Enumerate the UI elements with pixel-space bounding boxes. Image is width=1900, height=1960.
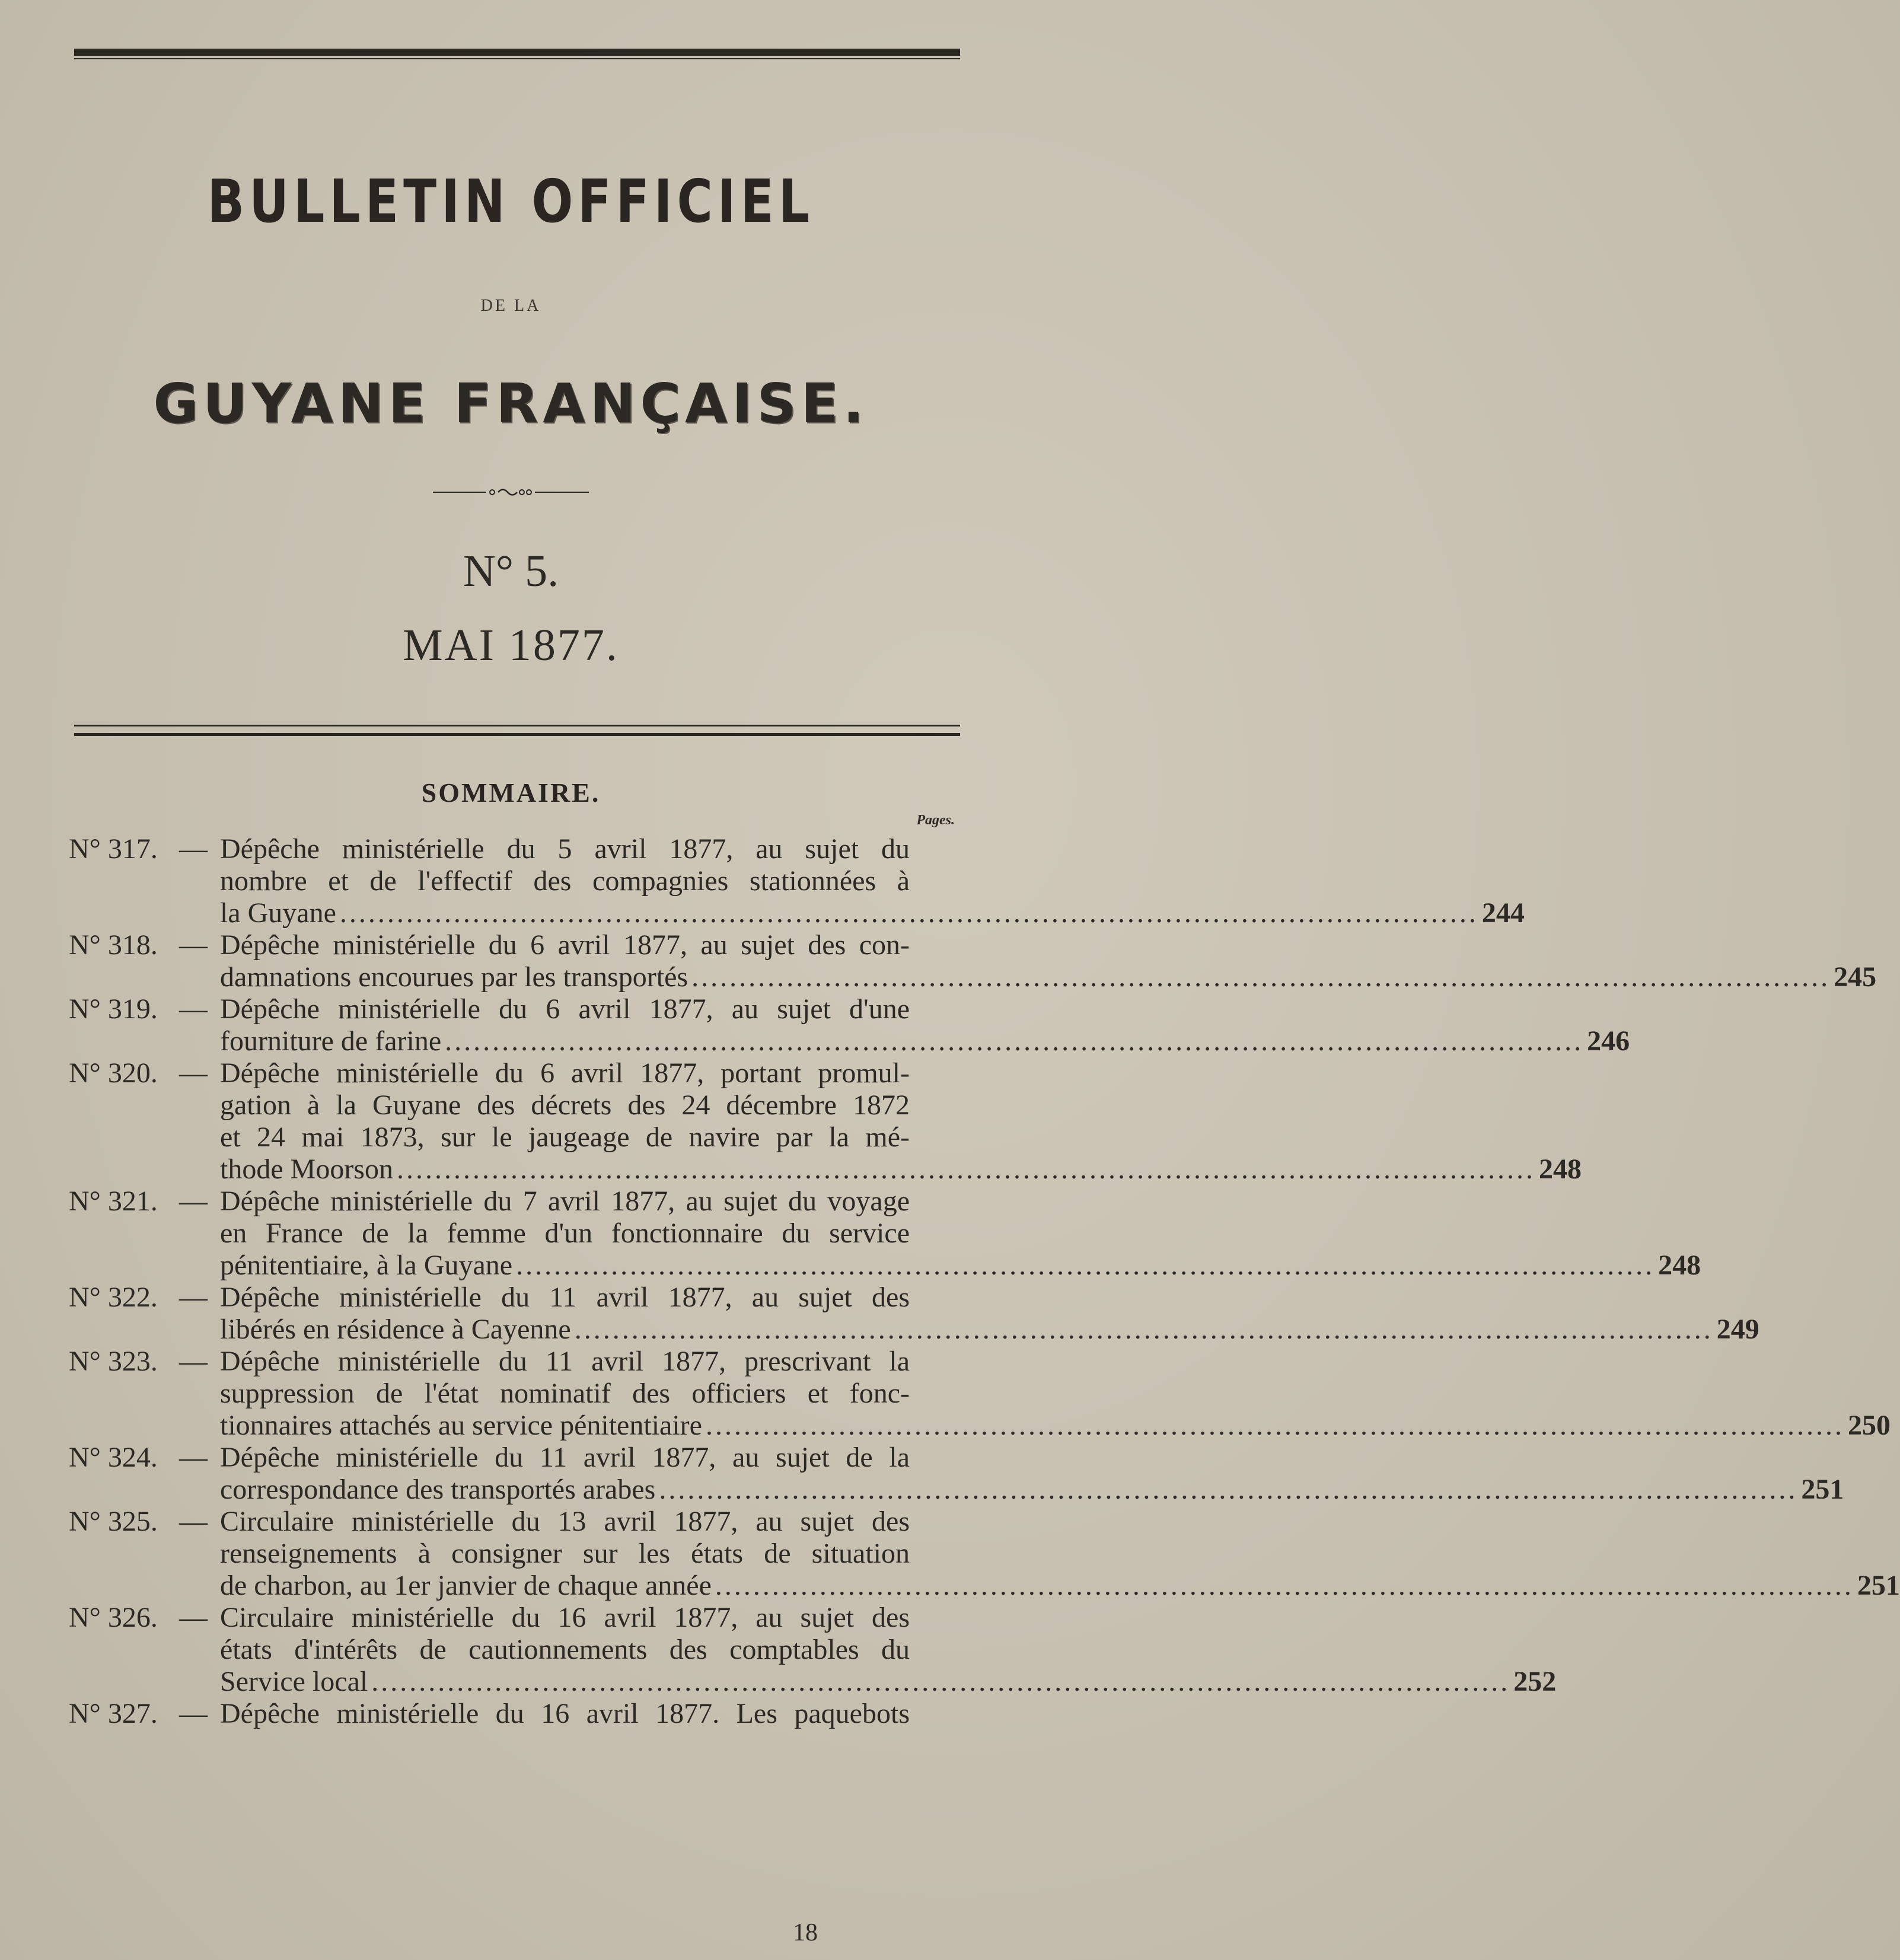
list-item [0, 1698, 1022, 1730]
entry-line: Dépêche ministérielle du 11 avril 1877, au sujet de la [220, 1442, 910, 1473]
bulletin-title: BULLETIN OFFICIEL [207, 167, 815, 236]
entry-line: nombre et de l'effectif des compagnies stationnées à [220, 865, 910, 897]
entry-text [220, 1282, 1759, 1346]
entry-last-text: libérés en résidence à Cayenne [220, 1314, 571, 1345]
page-number: 248 [1658, 1250, 1701, 1281]
territory-title: GUYANE FRANÇAISE. [153, 372, 869, 435]
leader-dots: ........................................................................................................................ [691, 961, 1831, 993]
entry-line: Dépêche ministérielle du 7 avril 1877, au sujet du voyage [220, 1185, 910, 1217]
page-number: 251 [1857, 1570, 1900, 1601]
entry-text [220, 833, 1525, 929]
list-item [0, 1602, 1557, 1698]
list-item [0, 1506, 1900, 1602]
mid-rule-thin [74, 725, 960, 726]
entry-last-text: pénitentiaire, à la Guyane [220, 1250, 513, 1281]
entry-line: Circulaire ministérielle du 13 avril 1877, au sujet des [220, 1506, 910, 1537]
entry-dash: — [179, 993, 208, 1025]
sommaire-list [0, 833, 1900, 1730]
entry-line: gation à la Guyane des décrets des 24 décembre 1872 [220, 1089, 910, 1121]
top-rule-thick [74, 49, 960, 56]
entry-number: N° 325. [69, 1506, 158, 1537]
list-item [0, 993, 1630, 1057]
entry-line: renseignements à consigner sur les états de situation [220, 1538, 910, 1569]
entry-last-line [220, 1153, 1582, 1185]
entry-number: N° 318. [69, 929, 158, 961]
entry-line: Dépêche ministérielle du 11 avril 1877, au sujet des [220, 1282, 910, 1313]
leader-dots: ........................................................................................................................ [396, 1153, 1535, 1185]
entry-dash: — [179, 1506, 208, 1537]
entry-line: suppression de l'état nominatif des officiers et fonc- [220, 1378, 910, 1409]
entry-line: Dépêche ministérielle du 11 avril 1877, prescrivant la [220, 1346, 910, 1377]
page-number: 251 [1801, 1474, 1844, 1505]
page-number: 245 [1834, 961, 1877, 993]
leader-dots: ........................................................................................................................ [659, 1474, 1798, 1505]
entry-last-line [220, 897, 1525, 929]
page-number: 249 [1716, 1314, 1759, 1345]
entry-line: et 24 mai 1873, sur le jaugeage de navire par la mé- [220, 1121, 910, 1153]
leader-dots: ........................................................................................................................ [371, 1666, 1510, 1697]
entry-text [220, 1346, 1891, 1442]
sommaire-heading: SOMMAIRE. [421, 777, 601, 808]
entry-dash: — [179, 1282, 208, 1313]
entry-line: Dépêche ministérielle du 5 avril 1877, au sujet du [220, 833, 910, 865]
entry-last-line [220, 1314, 1759, 1346]
entry-number: N° 317. [69, 833, 158, 865]
leader-dots: ........................................................................................................................ [574, 1314, 1713, 1345]
entry-dash: — [179, 1185, 208, 1217]
entry-text [220, 929, 1877, 993]
entry-dash: — [179, 833, 208, 865]
list-item [0, 833, 1525, 929]
entry-last-line [220, 1250, 1701, 1282]
entry-number: N° 326. [69, 1602, 158, 1633]
entry-last-text: tionnaires attachés au service pénitentiaire [220, 1410, 702, 1441]
leader-dots: ........................................................................................................................ [715, 1570, 1854, 1601]
list-item [0, 929, 1877, 993]
entry-number: N° 319. [69, 993, 158, 1025]
issue-date: MAI 1877. [403, 620, 619, 670]
leader-dots: ........................................................................................................................ [339, 897, 1478, 929]
entry-number: N° 321. [69, 1185, 158, 1217]
entry-text [220, 1442, 1844, 1506]
list-item [0, 1282, 1759, 1346]
entry-last-line [220, 1570, 1900, 1602]
entry-last-line [220, 961, 1877, 993]
page-number: 244 [1481, 897, 1525, 929]
list-item [0, 1346, 1891, 1442]
entry-dash: — [179, 1698, 208, 1729]
list-item [0, 1442, 1844, 1506]
page-number: 250 [1847, 1410, 1891, 1441]
entry-last-line [220, 1025, 1630, 1057]
entry-line: Circulaire ministérielle du 16 avril 1877, au sujet des [220, 1602, 910, 1633]
entry-last-text: fourniture de farine [220, 1025, 442, 1057]
mid-rule-thick [74, 733, 960, 736]
title-de-la: DE LA [480, 297, 541, 315]
entry-line: en France de la femme d'un fonctionnaire du service [220, 1218, 910, 1249]
entry-text [220, 1185, 1701, 1282]
entry-last-line [220, 1666, 1557, 1698]
entry-last-text: Service local [220, 1666, 368, 1697]
entry-last-text: la Guyane [220, 897, 336, 929]
entry-last-text: correspondance des transportés arabes [220, 1474, 656, 1505]
entry-last-text: de charbon, au 1er janvier de chaque année [220, 1570, 712, 1601]
leader-dots: ........................................................................................................................ [516, 1250, 1655, 1281]
entry-dash: — [179, 1602, 208, 1633]
entry-dash: — [179, 1057, 208, 1089]
leader-dots: ........................................................................................................................ [705, 1410, 1844, 1441]
entry-number: N° 323. [69, 1346, 158, 1377]
entry-text [220, 1057, 1582, 1185]
entry-line: Dépêche ministérielle du 16 avril 1877. Les paquebots [220, 1698, 910, 1729]
entry-last-text: damnations encourues par les transportés [220, 961, 688, 993]
entry-number: N° 322. [69, 1282, 158, 1313]
page-number: 248 [1538, 1153, 1582, 1185]
leader-dots: ........................................................................................................................ [445, 1025, 1584, 1057]
top-rule-thin [74, 58, 960, 59]
entry-number: N° 324. [69, 1442, 158, 1473]
entry-line: Dépêche ministérielle du 6 avril 1877, au sujet d'une [220, 993, 910, 1025]
signature-mark: 18 [793, 1919, 818, 1946]
issue-number: N° 5. [463, 546, 559, 596]
entry-dash: — [179, 1346, 208, 1377]
entry-text [220, 1698, 910, 1730]
entry-line: états d'intérêts de cautionnements des comptables du [220, 1634, 910, 1665]
pages-column-label: Pages. [916, 812, 955, 828]
entry-text [220, 1602, 1557, 1698]
entry-text [220, 1506, 1900, 1602]
entry-dash: — [179, 1442, 208, 1473]
page-number: 246 [1587, 1025, 1630, 1057]
entry-text [220, 993, 1630, 1057]
list-item [0, 1057, 1582, 1185]
list-item [0, 1185, 1701, 1282]
entry-dash: — [179, 929, 208, 961]
entry-last-text: thode Moorson [220, 1153, 393, 1185]
entry-number: N° 320. [69, 1057, 158, 1089]
entry-line: Dépêche ministérielle du 6 avril 1877, au sujet des con- [220, 929, 910, 961]
entry-number: N° 327. [69, 1698, 158, 1729]
entry-last-line [220, 1474, 1844, 1506]
entry-last-line [220, 1410, 1891, 1442]
entry-line: Dépêche ministérielle du 6 avril 1877, portant promul- [220, 1057, 910, 1089]
page-number: 252 [1513, 1666, 1557, 1697]
ornament-divider-icon [433, 486, 589, 498]
